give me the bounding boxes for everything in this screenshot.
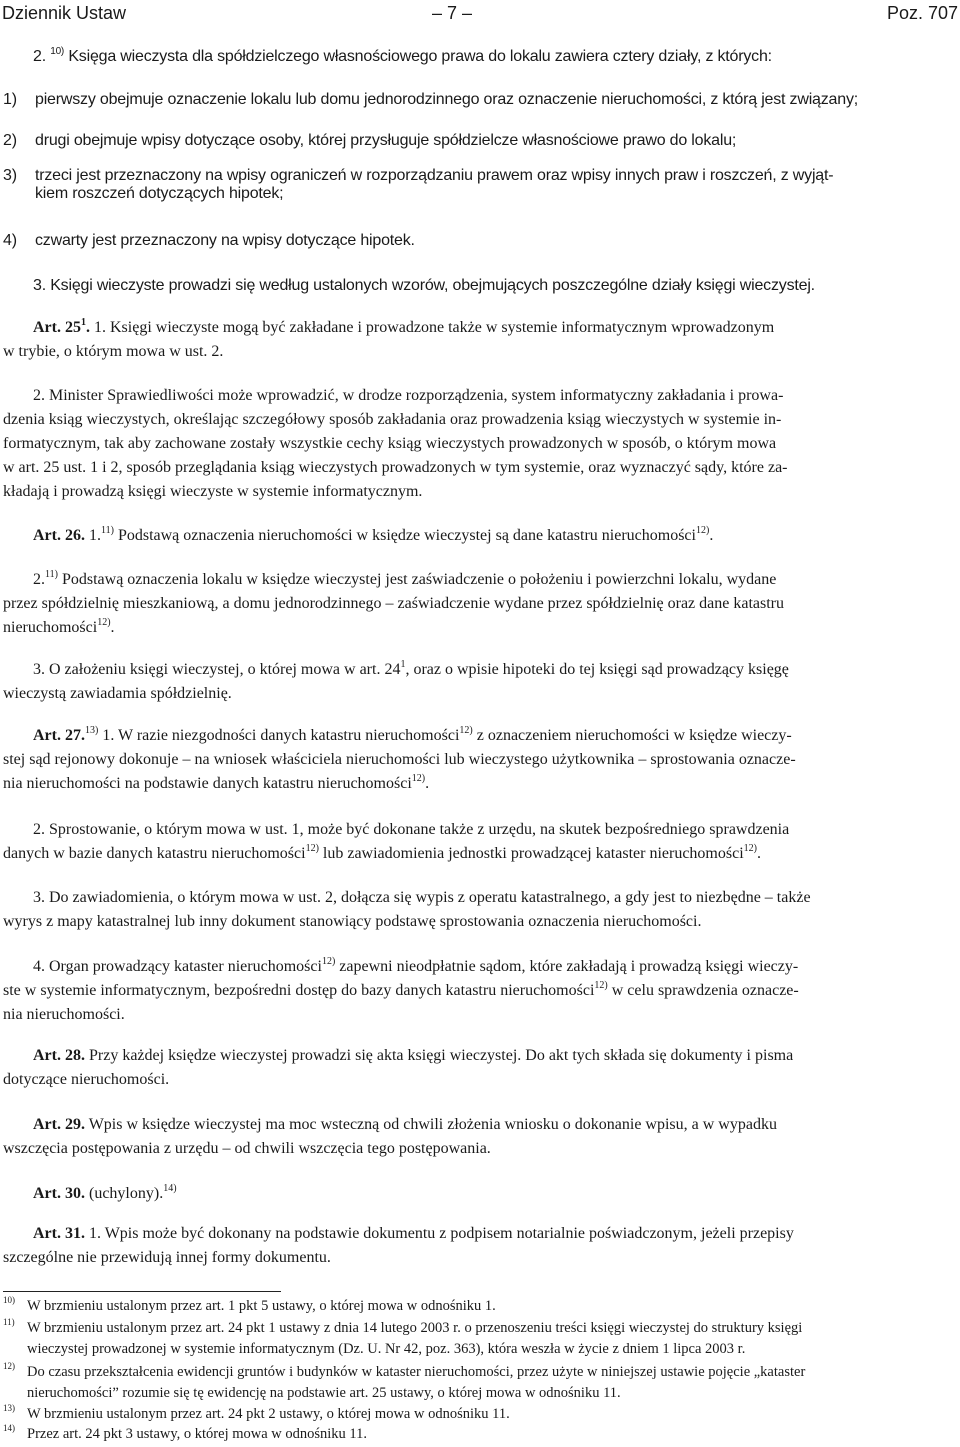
footnote-text-line: W brzmieniu ustalonym przez art. 24 pkt 1 ustawy z dnia 14 lutego 2003 r. o przenoszeniu treści księgi wieczystej do struktury księgi [27, 1320, 803, 1336]
item-text: drugi obejmuje wpisy dotyczące osoby, której przysługuje spółdzielcze własnościowe prawo do lokalu; [35, 132, 737, 149]
para-text-line: wyrys z mapy katastralnej lub inny dokument stanowiący podstawę sprostowania oznaczenia nieruchomości. [3, 913, 702, 930]
list-item [3, 229, 957, 253]
footnote-ref: 12) [743, 842, 757, 854]
item-text-line: kiem roszczeń dotyczących hipotek; [35, 185, 284, 202]
footnote [3, 1404, 957, 1425]
item-text-line: trzeci jest przeznaczony na wpisy ograniczeń w rozporządzaniu prawem oraz wpisy innych praw i roszczeń, z wyjąt- [35, 167, 834, 184]
footnote-ref: 12) [97, 616, 111, 628]
article-heading: Art. 26. [33, 527, 85, 544]
para-text-line: szczególne nie przewidują innej formy dokumentu. [3, 1249, 331, 1266]
footnote-text: W brzmieniu ustalonym przez art. 1 pkt 5 ustawy, o której mowa w odnośniku 1. [27, 1298, 496, 1314]
footnote-ref: 14) [163, 1182, 177, 1194]
art29 [3, 1113, 957, 1161]
para-text: 1. Księgi wieczyste mogą być zakładane i prowadzone także w systemie informatycznym wprowadzonym [93, 319, 775, 336]
para-text-line: w celu sprawdzenia oznacze- [611, 982, 799, 999]
footnote-mark: 11) [3, 1317, 15, 1328]
item-text: czwarty jest przeznaczony na wpisy dotyczące hipotek. [35, 232, 415, 249]
para-text-line: w art. 25 ust. 1 i 2, sposób przeglądania ksiąg wieczystych prowadzonych w tym systemie, oraz wyznaczyć sądy, które za- [3, 459, 788, 476]
punct: . [425, 775, 430, 792]
article-heading-dot: . [85, 319, 90, 336]
art26-para3 [3, 658, 957, 706]
footnote-text-line: Do czasu przekształcenia ewidencji gruntów i budynków w kataster nieruchomości, przez użyte w niniejszej ustawie pojęcie „kataster [27, 1364, 806, 1380]
para-text: (uchylony). [88, 1185, 164, 1202]
list-item [3, 129, 957, 153]
art25-para3: 3. Księgi wieczyste prowadzi się według ustalonych wzorów, obejmujących poszczególne działy księgi wieczystej. [33, 277, 815, 294]
art26-para1 [3, 524, 957, 548]
art30 [3, 1182, 957, 1206]
footnote-ref: 11) [100, 524, 114, 536]
art27-para2 [3, 818, 957, 866]
footnote-ref: 12) [695, 524, 710, 536]
footnote-ref: 12) [459, 724, 473, 736]
position-number: Poz. 707 [886, 3, 958, 23]
para-text: Księga wieczysta dla spółdzielczego własnościowego prawa do lokalu zawiera cztery działy, z których: [68, 48, 772, 65]
footnote-ref: 10) [50, 45, 65, 57]
para-text-line: nia nieruchomości. [3, 1006, 125, 1023]
para-text-line: ste w systemie informatycznym, bezpośredni dostęp do bazy danych katastru nieruchomości [3, 982, 595, 999]
para-text-line: 1. Wpis może być dokonany na podstawie dokumentu z podpisem notarialnie poświadczonym, jeżeli przepisy [88, 1225, 794, 1242]
art26-para2 [3, 568, 957, 640]
footnote-ref: 12) [594, 979, 608, 991]
article-heading-sup: 1 [80, 316, 86, 328]
superscript: 1 [400, 658, 406, 670]
footnote-mark: 13) [3, 1403, 15, 1414]
article-heading: Art. 30. [33, 1185, 85, 1202]
footnote-ref: 13) [84, 724, 99, 736]
art25-para2 [3, 45, 957, 69]
para-text-line: 2. Sprostowanie, o którym mowa w ust. 1, może być dokonane także z urzędu, na skutek bezpośredniego sprawdzenia [33, 821, 790, 838]
para-text-line: nia nieruchomości na podstawie danych katastru nieruchomości [3, 775, 412, 792]
para-text-line: wieczystą zawiadamia spółdzielnię. [3, 685, 232, 702]
para-text-line: wszczęcia postępowania z urzędu – od chwili wszczęcia tego postępowania. [3, 1140, 491, 1157]
para-text-line: , oraz o wpisie hipoteki do tej księgi sąd prowadzący księgę [405, 661, 789, 678]
para-text-line: Podstawą oznaczenia lokalu w księdze wieczystej jest zaświadczenie o położeniu i powierzchni lokalu, wydane [61, 571, 777, 588]
footnote-ref: 11) [45, 568, 58, 580]
footnote [3, 1296, 957, 1317]
para-text-line: Przy każdej księdze wieczystej prowadzi się akta księgi wieczystej. Do akt tych składa się dokumenty i pisma [88, 1047, 794, 1064]
para-text-line: przez spółdzielnię mieszkaniową, a domu jednorodzinnego – zaświadczenie wydane przez spółdzielnię oraz dane katastru [3, 595, 785, 612]
art27-para1 [3, 724, 957, 796]
footnote-mark: 12) [3, 1361, 15, 1372]
item-number: 3) [3, 167, 17, 184]
footnote-separator [3, 1291, 281, 1292]
footnote [3, 1424, 957, 1445]
item-number: 4) [3, 232, 17, 249]
punct: . [709, 527, 714, 544]
para-text-line: 1. W razie niezgodności danych katastru nieruchomości [102, 727, 460, 744]
para-text-line: Wpis w księdze wieczystej ma moc wsteczną od chwili złożenia wniosku o dokonanie wpisu, a w wypadku [88, 1116, 777, 1133]
para-text-line: dzenia ksiąg wieczystych, określając szczegółowy sposób zakładania oraz prowadzenia ksiąg wieczystych w systemie in- [3, 411, 782, 428]
item-number: 2) [3, 132, 17, 149]
journal-title: Dziennik Ustaw [2, 3, 127, 23]
art28 [3, 1044, 957, 1092]
para-text: Podstawą oznaczenia nieruchomości w księdze wieczystej są dane katastru nieruchomości [117, 527, 696, 544]
footnote-ref: 12) [305, 842, 319, 854]
punct: . [756, 845, 761, 862]
footnote [3, 1318, 957, 1360]
punct: . [110, 619, 115, 636]
para-number: 2. [33, 48, 46, 65]
para-text-line: stej sąd rejonowy dokonuje – na wniosek właściciela nieruchomości lub wieczystego użytkownika – sprostowania oznacze- [3, 751, 796, 768]
footnote-text-line: wieczystej prowadzonej w systemie informatycznym (Dz. U. Nr 42, poz. 363), która weszła w życie z dniem 1 lipca 2003 r. [27, 1341, 746, 1357]
para-text-line: 4. Organ prowadzący kataster nieruchomości [33, 958, 322, 975]
list-item [3, 88, 957, 112]
art27-para4 [3, 955, 957, 1027]
para-text-line: z oznaczeniem nieruchomości w księdze wieczy- [476, 727, 792, 744]
para-text-line: formatycznym, tak aby zachowane zostały wszystkie cechy ksiąg wieczystych prowadzonych w sposób, o którym mowa [3, 435, 777, 452]
article-heading: Art. 29. [33, 1116, 85, 1133]
para-text-line: 3. Do zawiadomienia, o którym mowa w ust. 2, dołącza się wypis z operatu katastralnego, a gdy jest to niezbędne – także [33, 889, 811, 906]
para-text-line: w trybie, o którym mowa w ust. 2. [3, 343, 224, 360]
footnote [3, 1362, 957, 1404]
footnote-text: W brzmieniu ustalonym przez art. 24 pkt 2 ustawy, o której mowa w odnośniku 11. [27, 1406, 510, 1422]
article-heading: Art. 25 [33, 319, 81, 336]
footnote-mark: 10) [3, 1295, 15, 1306]
para-text-line: dotyczące nieruchomości. [3, 1071, 170, 1088]
para-text-line: kładają i prowadzą księgi wieczyste w systemie informatycznym. [3, 483, 423, 500]
art31 [3, 1222, 957, 1270]
page-number: – 7 – [432, 3, 473, 23]
item-text: pierwszy obejmuje oznaczenie lokalu lub domu jednorodzinnego oraz oznaczenie nieruchomości, z którą jest związany; [35, 91, 858, 108]
article-heading: Art. 31. [33, 1225, 85, 1242]
footnote-mark: 14) [3, 1423, 15, 1434]
art25-1 [3, 316, 957, 364]
item-number: 1) [3, 91, 17, 108]
para-text-line: 3. O założeniu księgi wieczystej, o której mowa w art. 24 [33, 661, 401, 678]
para-text-line: 2. Minister Sprawiedliwości może wprowadzić, w drodze rozporządzenia, system informatyczny zakładania i prowa- [33, 387, 784, 404]
list-item [3, 164, 957, 206]
footnote-text: Przez art. 24 pkt 3 ustawy, o której mowa w odnośniku 11. [27, 1426, 368, 1442]
para-text-line: nieruchomości [3, 619, 98, 636]
article-heading: Art. 28. [33, 1047, 85, 1064]
para-text-line: danych w bazie danych katastru nieruchomości [3, 845, 306, 862]
art27-para3 [3, 886, 957, 934]
article-heading: Art. 27. [33, 727, 85, 744]
footnote-ref: 12) [411, 772, 426, 784]
footnote-text-line: nieruchomości” rozumie się tę ewidencję na podstawie art. 25 ustawy, o której mowa w odnośniku 11. [27, 1385, 621, 1401]
para-text-line: zapewni nieodpłatnie sądom, które zakładają i prowadzą księgi wieczy- [339, 958, 799, 975]
para-number: 2. [33, 571, 45, 588]
para-text-line: lub zawiadomienia jednostki prowadzącej kataster nieruchomości [322, 845, 744, 862]
para-number: 1. [88, 527, 101, 544]
art25-1-para2 [3, 384, 957, 504]
footnote-ref: 12) [321, 955, 336, 967]
